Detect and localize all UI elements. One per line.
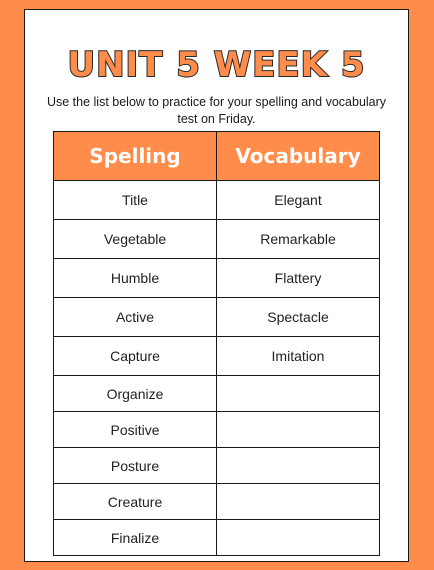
vocabulary-column-header: Vocabulary [217, 132, 380, 181]
spelling-word: Organize [54, 376, 217, 412]
table-row [54, 376, 380, 412]
spelling-word: Creature [54, 484, 217, 520]
table-row [54, 337, 380, 376]
spelling-word: Posture [54, 448, 217, 484]
page-title: UNIT 5 WEEK 5 [67, 45, 366, 85]
table-row [54, 259, 380, 298]
vocabulary-word [217, 484, 380, 520]
vocabulary-word: Flattery [217, 259, 380, 298]
table-row [54, 520, 380, 556]
spelling-word: Title [54, 181, 217, 220]
instructions-text: Use the list below to practice for your spelling and vocabulary test on Friday. [46, 95, 387, 126]
vocabulary-word [217, 376, 380, 412]
vocabulary-word [217, 520, 380, 556]
table-row [54, 412, 380, 448]
spelling-word: Finalize [54, 520, 217, 556]
vocabulary-word: Remarkable [217, 220, 380, 259]
worksheet-page [24, 9, 409, 562]
vocabulary-word: Elegant [217, 181, 380, 220]
table-row [54, 220, 380, 259]
spelling-word: Capture [54, 337, 217, 376]
spelling-word: Vegetable [54, 220, 217, 259]
spelling-column-header: Spelling [54, 132, 217, 181]
table-row [54, 298, 380, 337]
vocabulary-word: Spectacle [217, 298, 380, 337]
table-row [54, 484, 380, 520]
spelling-word: Positive [54, 412, 217, 448]
vocabulary-word [217, 412, 380, 448]
word-list-table [53, 131, 380, 556]
spelling-word: Humble [54, 259, 217, 298]
spelling-word: Active [54, 298, 217, 337]
vocabulary-word: Imitation [217, 337, 380, 376]
table-header-row [54, 132, 380, 181]
table-row [54, 448, 380, 484]
vocabulary-word [217, 448, 380, 484]
table-row [54, 181, 380, 220]
